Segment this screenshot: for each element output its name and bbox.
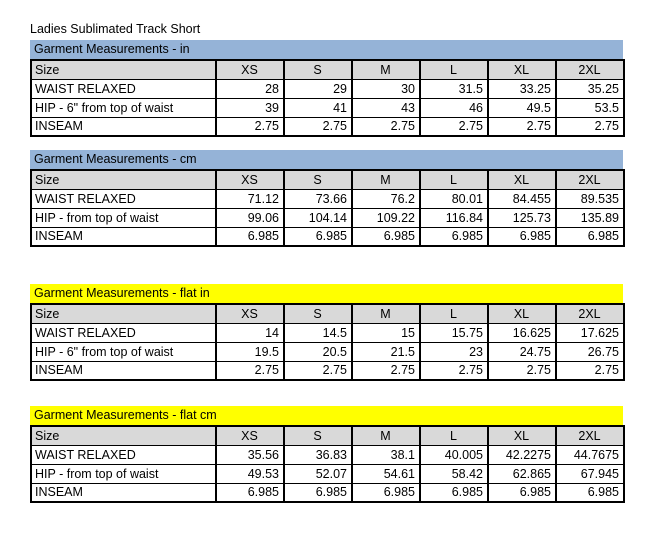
measurement-value-cell: 49.5 [488,98,556,117]
measurement-value-cell: 44.7675 [556,445,624,464]
measurement-value-cell: 24.75 [488,342,556,361]
size-header-cell: Size [31,60,216,79]
size-column-header: XL [488,170,556,189]
row-label: HIP - 6" from top of waist [31,342,216,361]
measurement-value-cell: 54.61 [352,464,420,483]
measurement-value-cell: 58.42 [420,464,488,483]
measurement-value-cell: 84.455 [488,189,556,208]
measurement-value-cell: 53.5 [556,98,624,117]
measurement-table-flat-in [30,284,623,381]
table-title-bar: Garment Measurements - cm [30,150,623,169]
row-label: INSEAM [31,227,216,246]
size-column-header: XL [488,304,556,323]
size-column-header: S [284,170,352,189]
measurement-value-cell: 2.75 [556,117,624,136]
table-row [31,483,624,502]
measurement-value-cell: 15.75 [420,323,488,342]
table-title-bar: Garment Measurements - in [30,40,623,59]
measurement-value-cell: 2.75 [352,361,420,380]
size-column-header: XL [488,60,556,79]
size-column-header: S [284,426,352,445]
table-row [31,445,624,464]
table-row [31,79,624,98]
measurement-value-cell: 42.2275 [488,445,556,464]
measurement-value-cell: 125.73 [488,208,556,227]
size-column-header: 2XL [556,426,624,445]
row-label: WAIST RELAXED [31,79,216,98]
measurement-value-cell: 6.985 [488,227,556,246]
size-column-header: XL [488,426,556,445]
measurement-value-cell: 73.66 [284,189,352,208]
measurement-value-cell: 23 [420,342,488,361]
measurement-tables [30,40,655,503]
measurement-value-cell: 46 [420,98,488,117]
column-header-row [31,60,624,79]
measurement-value-cell: 6.985 [556,227,624,246]
measurement-value-cell: 2.75 [488,117,556,136]
measurement-value-cell: 99.06 [216,208,284,227]
measurement-table-cm [30,150,623,247]
measurement-value-cell: 6.985 [352,227,420,246]
measurement-value-cell: 19.5 [216,342,284,361]
measurement-table-flat-cm [30,406,623,503]
table-row [31,323,624,342]
measurement-value-cell: 67.945 [556,464,624,483]
measurement-value-cell: 2.75 [488,361,556,380]
table-gap [30,247,655,284]
size-column-header: M [352,426,420,445]
measurement-value-cell: 6.985 [216,227,284,246]
measurement-value-cell: 41 [284,98,352,117]
row-label: INSEAM [31,483,216,502]
page-title: Ladies Sublimated Track Short [30,22,201,36]
size-column-header: XS [216,304,284,323]
size-column-header: M [352,304,420,323]
measurement-value-cell: 135.89 [556,208,624,227]
table-row [31,98,624,117]
row-label: WAIST RELAXED [31,323,216,342]
size-column-header: 2XL [556,304,624,323]
measurement-value-cell: 29 [284,79,352,98]
measurement-value-cell: 80.01 [420,189,488,208]
size-column-header: 2XL [556,170,624,189]
measurement-value-cell: 2.75 [284,117,352,136]
measurement-grid [30,169,625,247]
measurement-value-cell: 14.5 [284,323,352,342]
table-row [31,227,624,246]
measurement-value-cell: 26.75 [556,342,624,361]
table-row [31,464,624,483]
measurement-value-cell: 35.25 [556,79,624,98]
measurement-value-cell: 2.75 [216,117,284,136]
table-row [31,342,624,361]
measurement-value-cell: 2.75 [352,117,420,136]
measurement-value-cell: 15 [352,323,420,342]
measurement-value-cell: 6.985 [420,483,488,502]
measurement-grid [30,59,625,137]
size-column-header: L [420,304,488,323]
measurement-value-cell: 2.75 [556,361,624,380]
table-row [31,361,624,380]
measurement-value-cell: 49.53 [216,464,284,483]
size-column-header: XS [216,170,284,189]
column-header-row [31,426,624,445]
measurement-value-cell: 6.985 [488,483,556,502]
size-column-header: S [284,60,352,79]
measurement-value-cell: 109.22 [352,208,420,227]
table-gap [30,381,655,406]
measurement-value-cell: 43 [352,98,420,117]
table-title-bar: Garment Measurements - flat in [30,284,623,303]
size-column-header: 2XL [556,60,624,79]
table-row [31,208,624,227]
table-row [31,189,624,208]
measurement-value-cell: 62.865 [488,464,556,483]
row-label: INSEAM [31,361,216,380]
measurement-value-cell: 30 [352,79,420,98]
measurement-value-cell: 116.84 [420,208,488,227]
size-header-cell: Size [31,426,216,445]
size-column-header: M [352,170,420,189]
size-column-header: S [284,304,352,323]
measurement-value-cell: 2.75 [284,361,352,380]
measurement-value-cell: 104.14 [284,208,352,227]
measurement-value-cell: 35.56 [216,445,284,464]
size-column-header: XS [216,426,284,445]
size-column-header: M [352,60,420,79]
size-column-header: L [420,60,488,79]
measurement-value-cell: 33.25 [488,79,556,98]
measurement-value-cell: 31.5 [420,79,488,98]
measurement-value-cell: 6.985 [216,483,284,502]
table-title-bar: Garment Measurements - flat cm [30,406,623,425]
measurement-value-cell: 36.83 [284,445,352,464]
row-label: WAIST RELAXED [31,189,216,208]
measurement-value-cell: 2.75 [420,117,488,136]
measurement-value-cell: 17.625 [556,323,624,342]
size-header-cell: Size [31,304,216,323]
measurement-value-cell: 2.75 [216,361,284,380]
measurement-table-in [30,40,623,137]
measurement-value-cell: 14 [216,323,284,342]
measurement-value-cell: 89.535 [556,189,624,208]
row-label: WAIST RELAXED [31,445,216,464]
measurement-value-cell: 2.75 [420,361,488,380]
measurement-value-cell: 28 [216,79,284,98]
size-header-cell: Size [31,170,216,189]
measurement-value-cell: 6.985 [284,227,352,246]
size-column-header: XS [216,60,284,79]
measurement-value-cell: 38.1 [352,445,420,464]
measurement-value-cell: 71.12 [216,189,284,208]
measurement-value-cell: 20.5 [284,342,352,361]
size-column-header: L [420,170,488,189]
measurement-value-cell: 76.2 [352,189,420,208]
column-header-row [31,170,624,189]
row-label: HIP - from top of waist [31,464,216,483]
table-row [31,117,624,136]
measurement-value-cell: 39 [216,98,284,117]
column-header-row [31,304,624,323]
table-gap [30,137,655,150]
measurement-grid [30,303,625,381]
measurement-grid [30,425,625,503]
measurement-value-cell: 6.985 [284,483,352,502]
row-label: HIP - 6" from top of waist [31,98,216,117]
size-column-header: L [420,426,488,445]
row-label: INSEAM [31,117,216,136]
measurement-value-cell: 6.985 [352,483,420,502]
measurement-value-cell: 21.5 [352,342,420,361]
measurement-value-cell: 16.625 [488,323,556,342]
measurement-value-cell: 40.005 [420,445,488,464]
measurement-value-cell: 52.07 [284,464,352,483]
row-label: HIP - from top of waist [31,208,216,227]
measurement-value-cell: 6.985 [420,227,488,246]
measurement-value-cell: 6.985 [556,483,624,502]
